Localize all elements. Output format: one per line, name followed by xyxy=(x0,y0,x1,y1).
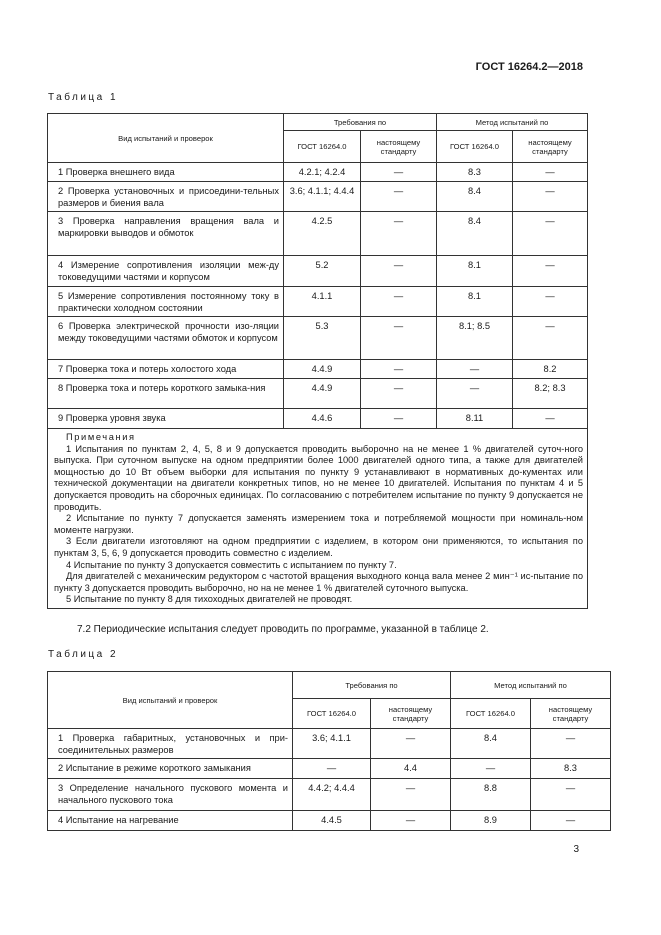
table2-group-req: Требования по xyxy=(293,672,451,699)
table1-sub-this-met: настоящему стандарту xyxy=(513,131,588,163)
req-gost: 4.2.1; 4.2.4 xyxy=(284,163,361,182)
met-gost: 8.1 xyxy=(437,256,513,287)
met-this: — xyxy=(513,212,588,256)
req-this: 4.4 xyxy=(371,759,451,779)
table-row xyxy=(48,811,611,831)
req-gost: — xyxy=(293,759,371,779)
table1-notes xyxy=(48,429,588,609)
req-gost: 3.6; 4.1.1; 4.4.4 xyxy=(284,182,361,212)
table-row xyxy=(48,182,588,212)
test-name: 7 Проверка тока и потерь холостого хода xyxy=(48,360,284,379)
table1-group-method: Метод испытаний по xyxy=(437,114,588,131)
met-gost: — xyxy=(451,759,531,779)
met-this: 8.2; 8.3 xyxy=(513,379,588,409)
test-name: 6 Проверка электрической прочности изо-ляции между токоведущими частями обмоток и корпусом xyxy=(48,317,284,360)
req-this: — xyxy=(371,779,451,811)
met-gost: 8.4 xyxy=(437,182,513,212)
met-this: — xyxy=(513,287,588,317)
table1-caption: Таблица 1 xyxy=(48,92,119,103)
req-gost: 3.6; 4.1.1 xyxy=(293,729,371,759)
met-this: — xyxy=(513,409,588,429)
test-name: 1 Проверка габаритных, установочных и при-соединительных размеров xyxy=(48,729,293,759)
test-name: 3 Определение начального пускового момента и начального пускового тока xyxy=(48,779,293,811)
req-gost: 4.4.2; 4.4.4 xyxy=(293,779,371,811)
req-this: — xyxy=(361,360,437,379)
table2-sub-this-met: настоящему стандарту xyxy=(531,699,611,729)
met-this: 8.3 xyxy=(531,759,611,779)
test-name: 2 Проверка установочных и присоедини-тельных размеров и биения вала xyxy=(48,182,284,212)
met-gost: 8.9 xyxy=(451,811,531,831)
notes-title: Примечания xyxy=(66,432,136,442)
req-gost: 4.4.5 xyxy=(293,811,371,831)
note-item: 3 Если двигатели изготовляют на одном предприятии с изделием, в котором они применяются, то испытания по пунктам 3, 5, 6, 9 допускается проводить совместно с изделием. xyxy=(54,536,583,558)
note-item: 1 Испытания по пунктам 2, 4, 5, 8 и 9 допускается проводить выборочно на не менее 1 % двигателей суточ-ного выпуска. При суточном выпуске на одном предприятии более 1000 двигателей одного типа, а также для двигателей мощностью до 10 Вт объем выборки для испытания по пункту 9 устанавливают в нормативных до-кументах или технической документации на двигатели конкретных типов, но не менее 10 двигателей. Испытания по пунктам 4 и 5 допускается проводить на сборочных единицах. По согласованию с потребителем испытание по пункту 9 допускается не проводить. xyxy=(54,443,583,512)
table1-sub-this-req: настоящему стандарту xyxy=(361,131,437,163)
table2-caption: Таблица 2 xyxy=(48,649,119,660)
req-this: — xyxy=(361,212,437,256)
table2-col-head: Вид испытаний и проверок xyxy=(48,672,293,729)
note-item: 5 Испытание по пункту 8 для тихоходных двигателей не проводят. xyxy=(66,594,353,605)
req-gost: 4.4.6 xyxy=(284,409,361,429)
table1-sub-gost-met: ГОСТ 16264.0 xyxy=(437,131,513,163)
table1 xyxy=(47,113,588,609)
met-this: — xyxy=(513,256,588,287)
table-row xyxy=(48,212,588,256)
req-this: — xyxy=(361,163,437,182)
table-row xyxy=(48,287,588,317)
met-this: — xyxy=(513,163,588,182)
table-row xyxy=(48,379,588,409)
met-gost: 8.3 xyxy=(437,163,513,182)
met-gost: — xyxy=(437,379,513,409)
req-gost: 4.1.1 xyxy=(284,287,361,317)
met-this: — xyxy=(531,729,611,759)
test-name: 2 Испытание в режиме короткого замыкания xyxy=(48,759,293,779)
table2-group-method: Метод испытаний по xyxy=(451,672,611,699)
test-name: 3 Проверка направления вращения вала и маркировки выводов и обмоток xyxy=(48,212,284,256)
table-row xyxy=(48,163,588,182)
req-this: — xyxy=(371,811,451,831)
table1-sub-gost-req: ГОСТ 16264.0 xyxy=(284,131,361,163)
table-row xyxy=(48,360,588,379)
table2-sub-gost-req: ГОСТ 16264.0 xyxy=(293,699,371,729)
table-row xyxy=(48,317,588,360)
met-this: 8.2 xyxy=(513,360,588,379)
table1-group-req: Требования по xyxy=(284,114,437,131)
met-gost: 8.11 xyxy=(437,409,513,429)
req-gost: 4.2.5 xyxy=(284,212,361,256)
req-this: — xyxy=(361,317,437,360)
req-this: — xyxy=(361,379,437,409)
table1-col-head: Вид испытаний и проверок xyxy=(48,114,284,163)
met-this: — xyxy=(531,811,611,831)
met-gost: 8.4 xyxy=(451,729,531,759)
met-gost: — xyxy=(437,360,513,379)
met-gost: 8.1 xyxy=(437,287,513,317)
req-this: — xyxy=(371,729,451,759)
met-gost: 8.4 xyxy=(437,212,513,256)
test-name: 5 Измерение сопротивления постоянному току в практически холодном состоянии xyxy=(48,287,284,317)
test-name: 8 Проверка тока и потерь короткого замыка-ния xyxy=(48,379,284,409)
test-name: 1 Проверка внешнего вида xyxy=(48,163,284,182)
table-row xyxy=(48,256,588,287)
table-row xyxy=(48,409,588,429)
met-this: — xyxy=(513,182,588,212)
paragraph-7-2: 7.2 Периодические испытания следует проводить по программе, указанной в таблице 2. xyxy=(77,624,489,635)
note-item: 4 Испытание по пункту 3 допускается совместить с испытанием по пункту 7. xyxy=(66,559,397,570)
table2-sub-gost-met: ГОСТ 16264.0 xyxy=(451,699,531,729)
table-row xyxy=(48,729,611,759)
page-number: 3 xyxy=(573,844,579,855)
test-name: 4 Испытание на нагревание xyxy=(48,811,293,831)
req-gost: 4.4.9 xyxy=(284,360,361,379)
req-this: — xyxy=(361,256,437,287)
table-row xyxy=(48,759,611,779)
req-this: — xyxy=(361,409,437,429)
standard-designation: ГОСТ 16264.2—2018 xyxy=(475,61,583,73)
test-name: 9 Проверка уровня звука xyxy=(48,409,284,429)
table2-sub-this-req: настоящему стандарту xyxy=(371,699,451,729)
req-this: — xyxy=(361,182,437,212)
table2 xyxy=(47,671,611,831)
table-row xyxy=(48,779,611,811)
met-this: — xyxy=(531,779,611,811)
req-gost: 5.2 xyxy=(284,256,361,287)
test-name: 4 Измерение сопротивления изоляции меж-ду токоведущими частями и корпусом xyxy=(48,256,284,287)
note-item: 2 Испытание по пункту 7 допускается заменять измерением тока и потребляемой мощности при номиналь-ном моменте нагрузки. xyxy=(54,513,583,535)
met-gost: 8.1; 8.5 xyxy=(437,317,513,360)
req-this: — xyxy=(361,287,437,317)
note-item: Для двигателей с механическим редуктором с частотой вращения выходного конца вала менее 2 мин⁻¹ ис-пытание по пункту 3 допускается проводить выборочно, но на не менее 1 % двигателей суточного выпуска. xyxy=(54,571,583,593)
met-gost: 8.8 xyxy=(451,779,531,811)
req-gost: 5.3 xyxy=(284,317,361,360)
met-this: — xyxy=(513,317,588,360)
req-gost: 4.4.9 xyxy=(284,379,361,409)
